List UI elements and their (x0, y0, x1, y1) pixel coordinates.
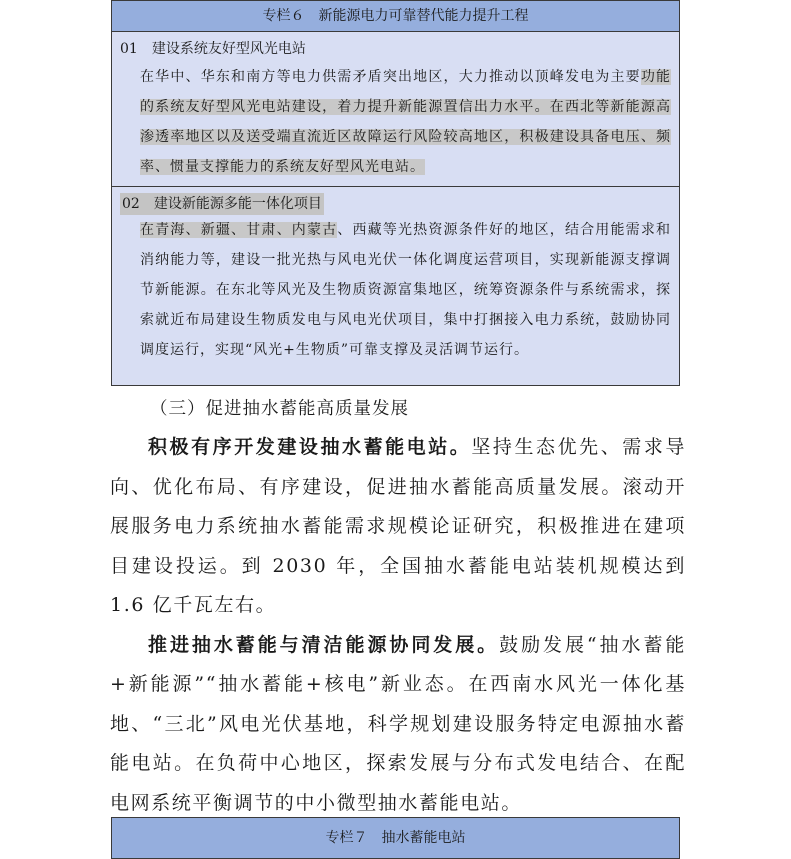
box6-section-02-text-plain: 、西藏等光热资源条件好的地区，结合用能需求和消纳能力等，建设一批光热与风电光伏一体化调度运营项目，实现新能源支撑调节新能源。在东北等风光及生物质资源富集地区，统筹资源条件与系统需求，探索就近布局建设生物质发电与风电光伏项目，集中打捆接入电力系统，鼓励协同调度运行，实现“风光+生物质”可靠支撑及灵活调节运行。 (140, 222, 672, 358)
body-paragraphs (110, 428, 686, 823)
box6-section-02-text-highlight: 在青海、新疆、甘肃、内蒙古 (140, 222, 338, 238)
paragraph-1-lead: 积极有序开发建设抽水蓄能电站。 (148, 436, 472, 458)
feature-box-7-title: 专栏７ 抽水蓄能电站 (112, 818, 679, 858)
feature-box-6 (111, 0, 680, 386)
section-heading: （三）促进抽水蓄能高质量发展 (150, 399, 409, 419)
box6-section-01-body (120, 62, 671, 186)
box6-section-01 (112, 32, 679, 186)
box6-section-01-title: 01 建设系统友好型风光电站 (120, 41, 306, 57)
paragraph-2-lead: 推进抽水蓄能与清洁能源协同发展。 (148, 633, 500, 656)
box6-section-02 (112, 186, 679, 365)
box6-section-02-body (120, 215, 671, 365)
paragraph-2-text: 鼓励发展“抽水蓄能+新能源”“抽水蓄能+核电”新业态。在西南水风光一体化基地、“三北”风电光伏基地，科学规划建设服务特定电源抽水蓄能电站。在负荷中心地区，探索发展与分布式发电结合、在配电网系统平衡调节的中小微型抽水蓄能电站。 (110, 633, 686, 814)
paragraph-1 (110, 428, 686, 626)
box6-section-01-text-plain: 在华中、华东和南方等电力供需矛盾突出地区，大力推动以顶峰发电为主要 (140, 69, 641, 85)
paragraph-2 (110, 626, 686, 824)
feature-box-7 (111, 817, 680, 859)
paragraph-1-text: 坚持生态优先、需求导向、优化布局、有序建设，促进抽水蓄能高质量发展。滚动开展服务电力系统抽水蓄能需求规模论证研究，积极推进在建项目建设投运。到 2030 年，全国抽水蓄能电站装机规模达到 1.6 亿千瓦左右。 (110, 436, 686, 616)
box6-section-02-title: 02 建设新能源多能一体化项目 (120, 193, 324, 215)
feature-box-6-title: 专栏６ 新能源电力可靠替代能力提升工程 (112, 1, 679, 32)
box6-section-01-text-highlight: 功能的系统友好型风光电站建设，着力提升新能源置信出力水平。在西北等新能源高渗透率地区以及送受端直流近区故障运行风险较高地区，积极建设具备电压、频率、惯量支撑能力的系统友好型风光电站。 (140, 69, 672, 175)
